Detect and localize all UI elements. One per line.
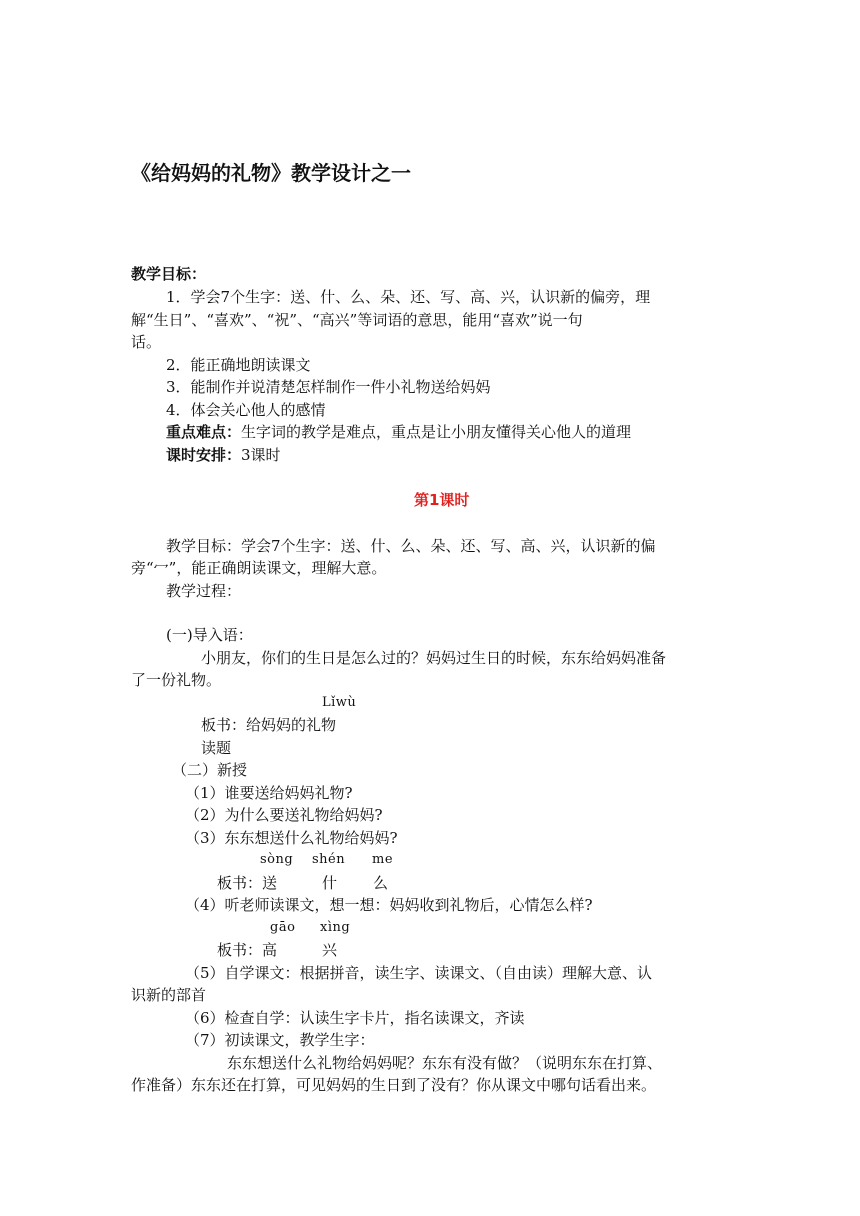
question-7-text-line-1: 东东想送什么礼物给妈妈呢？东东有没有做？（说明东东在打算、 [227, 1054, 663, 1072]
key-points-label: 重点难点： [166, 423, 242, 441]
question-4: （4）听老师读课文，想一想：妈妈收到礼物后，心情怎么样? [185, 896, 593, 914]
objective-3: 3．能制作并说清楚怎样制作一件小礼物送给妈妈 [166, 378, 491, 396]
question-1: （1）谁要送给妈妈礼物? [185, 784, 353, 802]
objective-1-line-3: 话。 [131, 333, 162, 351]
lesson-objective-line-1: 教学目标：学会7个生字：送、什、么、朵、还、写、高、兴，认识新的偏 [166, 537, 656, 555]
board-char-me: 么 [373, 874, 389, 892]
intro-line-1: 小朋友，你们的生日是怎么过的？妈妈过生日的时候，东东给妈妈准备 [201, 649, 667, 667]
question-3: （3）东东想送什么礼物给妈妈? [185, 829, 398, 847]
question-5-line-1: （5）自学课文：根据拼音，读生字、读课文、（自由读）理解大意、认 [185, 964, 653, 982]
document-title: 《给妈妈的礼物》教学设计之一 [131, 161, 411, 185]
intro-heading: (一)导入语： [166, 626, 253, 644]
board-char-xing: 兴 [322, 941, 338, 959]
board-chars-1: 板书：送 [217, 874, 278, 892]
pinyin-shen: shén [312, 852, 346, 867]
pinyin-gao: gāo [270, 920, 296, 935]
objectives-heading: 教学目标： [131, 265, 207, 283]
question-7: （7）初读课文，教学生字： [185, 1031, 375, 1049]
lesson-1-heading: 第1课时 [414, 491, 470, 509]
intro-line-2: 了一份礼物。 [131, 671, 222, 689]
question-6: （6）检查自学：认读生字卡片，指名读课文，齐读 [185, 1009, 525, 1027]
new-lesson-heading: （二）新授 [172, 761, 248, 779]
question-2: （2）为什么要送礼物给妈妈? [185, 806, 383, 824]
pinyin-xing: xìng [320, 920, 351, 935]
key-points-text: 生字词的教学是难点，重点是让小朋友懂得关心他人的道理 [241, 423, 632, 441]
process-label: 教学过程： [166, 582, 242, 600]
question-7-text-line-2: 作准备）东东还在打算，可见妈妈的生日到了没有？你从课文中哪句话看出来。 [131, 1076, 657, 1094]
objective-1-line-1: 1．学会7个生字：送、什、么、朵、还、写、高、兴，认识新的偏旁，理 [166, 288, 651, 306]
schedule-label: 课时安排： [166, 446, 242, 464]
pinyin-song: sòng [260, 852, 294, 867]
pinyin-me: me [372, 852, 394, 867]
objective-1-line-2: 解“生日”、“喜欢”、“祝”、“高兴”等词语的意思，能用“喜欢”说一句 [131, 311, 583, 329]
read-title: 读题 [201, 739, 232, 757]
schedule-text: 3课时 [241, 446, 281, 464]
objective-2: 2．能正确地朗读课文 [166, 356, 311, 374]
question-5-line-2: 识新的部首 [131, 986, 207, 1004]
board-chars-2: 板书：高 [217, 941, 278, 959]
board-char-shen: 什 [322, 874, 338, 892]
key-points-line [166, 421, 631, 443]
board-title: 板书：给妈妈的礼物 [201, 716, 337, 734]
objective-4: 4．体会关心他人的感情 [166, 401, 326, 419]
pinyin-liwu: Lǐwù [322, 695, 357, 710]
schedule-line [166, 444, 281, 466]
lesson-objective-line-2: 旁“冖”，能正确朗读课文，理解大意。 [131, 559, 387, 577]
